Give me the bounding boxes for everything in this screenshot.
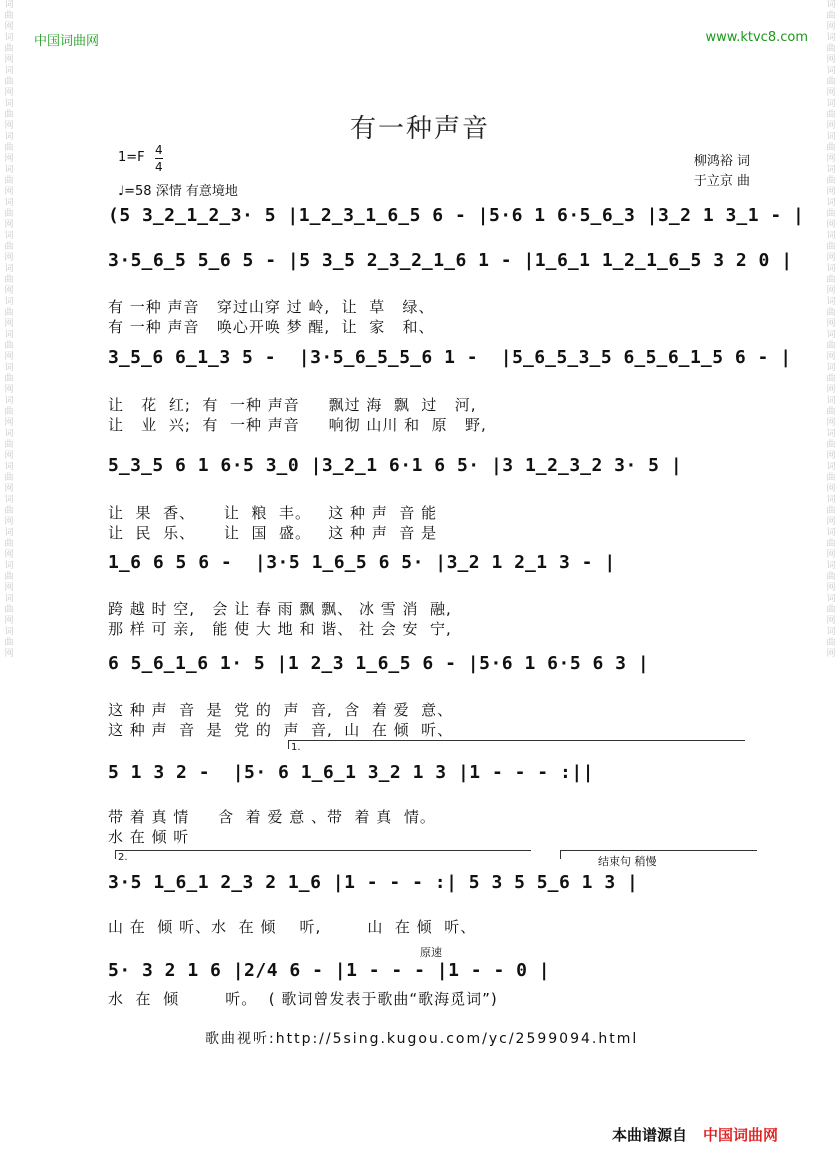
- score-line: 1̲6 6 5 6 - |3·5 1̲6̲5 6 5· |3̲2 1 2̲1 3 - |: [108, 552, 616, 573]
- source-label: 本曲谱源自: [612, 1126, 688, 1144]
- lyric-line: 带 着 真 情 含 着 爱 意 、带 着 真 情。: [108, 808, 436, 826]
- source-credit: [612, 1124, 778, 1145]
- score-line: 5· 3 2 1 6 |2/4 6 - |1 - - - |1 - - 0 |: [108, 960, 551, 981]
- source-brand[interactable]: 中国词曲网: [703, 1126, 779, 1144]
- time-signature: [155, 142, 163, 175]
- header-site-url[interactable]: www.ktvc8.com: [705, 30, 808, 45]
- composer: 于立京 曲: [693, 174, 750, 189]
- tempo-restore-label: 原速: [420, 946, 442, 959]
- watermark-left: 词曲网词曲网词曲网词曲网词曲网词曲网词曲网词曲网词曲网词曲网词曲网词曲网词曲网词曲网词曲网词曲网词曲网词曲网词曲网词曲网: [4, 0, 14, 659]
- lyric-line: 让 花 红; 有 一种 声音 飘过 海 飘 过 河,: [108, 396, 477, 414]
- lyric-line: 让 业 兴; 有 一种 声音 响彻 山川 和 原 野,: [108, 416, 487, 434]
- time-bottom: 4: [155, 160, 163, 174]
- lyricist: 柳鸿裕 词: [693, 154, 750, 169]
- score-line: 6 5̲6̲1̲6 1· 5 |1 2̲3 1̲6̲5 6 - |5·6 1 6·5 6 3 |: [108, 653, 650, 674]
- coda-bracket: [560, 850, 757, 859]
- coda-label: 结束句 稍慢: [598, 855, 657, 868]
- time-top: 4: [155, 143, 163, 157]
- score-line: (5 3̲2̲1̲2̲3· 5 |1̲2̲3̲1̲6̲5 6 - |5·6 1 6·5̲6̲3 |3̲2 1 3̲1 - |: [108, 205, 805, 226]
- lyric-line: 让 果 香、 让 粮 丰。 这 种 声 音 能: [108, 504, 438, 522]
- lyric-line: 山 在 倾 听、水 在 倾 听, 山 在 倾 听、: [108, 918, 477, 936]
- lyric-line: 那 样 可 亲, 能 使 大 地 和 谐、 社 会 安 宁,: [108, 620, 452, 638]
- lyric-line: 跨 越 时 空, 会 让 春 雨 飘 飘、 冰 雪 消 融,: [108, 600, 452, 618]
- header-site-name[interactable]: 中国词曲网: [34, 34, 100, 49]
- volta-label-2: 2.: [118, 852, 128, 863]
- score-line: 5̲3̲5 6 1 6·5 3̲0 |3̲2̲1 6·1 6 5· |3 1̲2̲3̲2 3· 5 |: [108, 455, 683, 476]
- score-line: 3̲5̲6 6̲1̲3 5 - |3·5̲6̲5̲5̲6 1 - |5̲6̲5̲3̲5 6̲5̲6̲1̲5 6 - |: [108, 347, 792, 368]
- tempo-marking: ♩=58 深情 有意境地: [118, 184, 238, 199]
- volta-bracket-1: [288, 740, 745, 749]
- lyric-line: 有 一种 声音 穿过山穿 过 岭, 让 草 绿、: [108, 298, 435, 316]
- lyric-line: 有 一种 声音 唤心开唤 梦 醒, 让 家 和、: [108, 318, 435, 336]
- score-line: 3·5 1̲6̲1 2̲3 2 1̲6 |1 - - - :| 5 3 5 5̲6 1 3 |: [108, 872, 639, 893]
- volta-bracket-2: [115, 850, 531, 859]
- volta-label-1: 1.: [291, 742, 301, 753]
- credits: [694, 152, 750, 192]
- song-title: 有一种声音: [349, 114, 490, 144]
- lyric-line: 让 民 乐、 让 国 盛。 这 种 声 音 是: [108, 524, 438, 542]
- lyric-line: 水 在 倾 听。 ( 歌词曾发表于歌曲“歌海觅词”): [108, 990, 498, 1008]
- score-line: 3·5̲6̲5 5̲6 5 - |5 3̲5 2̲3̲2̲1̲6 1 - |1̲6̲1 1̲2̲1̲6̲5 3 2 0 |: [108, 250, 793, 271]
- lyric-line: 这 种 声 音 是 党 的 声 音, 山 在 倾 听、: [108, 721, 454, 739]
- key-signature: 1=F: [118, 150, 145, 165]
- lyric-line: 这 种 声 音 是 党 的 声 音, 含 着 爱 意、: [108, 701, 454, 719]
- watermark-right: 词曲网词曲网词曲网词曲网词曲网词曲网词曲网词曲网词曲网词曲网词曲网词曲网词曲网词曲网词曲网词曲网词曲网词曲网词曲网词曲网: [826, 0, 836, 659]
- lyric-line: 水 在 倾 听: [108, 828, 190, 846]
- score-line: 5 1 3 2 - |5· 6 1̲6̲1 3̲2 1 3 |1 - - - :||: [108, 762, 594, 783]
- listen-url[interactable]: 歌曲视听:http://5sing.kugou.com/yc/2599094.html: [205, 1031, 639, 1047]
